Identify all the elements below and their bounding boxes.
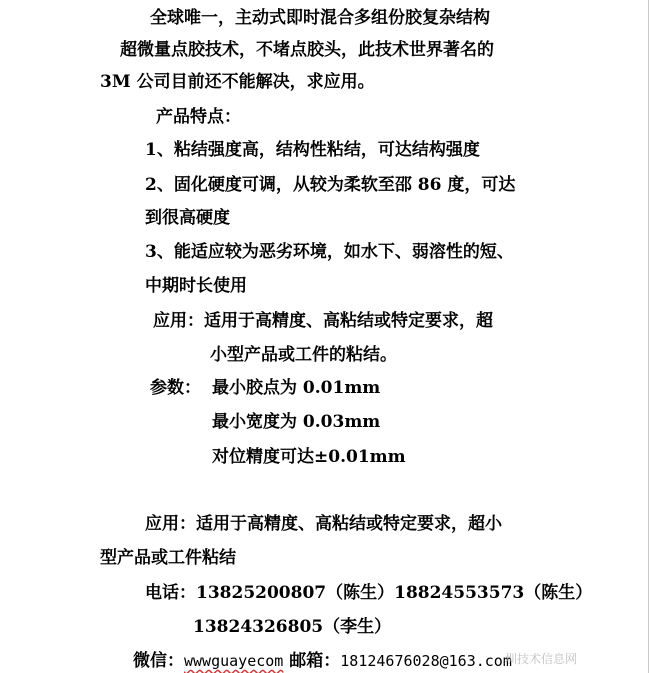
application-2-line-2: 型产品或工件粘结 xyxy=(100,548,236,568)
feature-item-2-line-2: 到很高硬度 xyxy=(145,208,230,228)
contact-row xyxy=(133,651,512,671)
features-heading: 产品特点： xyxy=(156,107,241,127)
phone-row-1 xyxy=(145,583,592,603)
param-min-width: 最小宽度为 0.03mm xyxy=(212,412,381,432)
phone-number-2: 13824326805（李生） xyxy=(193,617,392,637)
email-address: 18124676028@163.com xyxy=(340,652,512,670)
param-alignment-precision: 对位精度可达±0.01mm xyxy=(212,447,406,467)
feature-item-3-line-2: 中期时长使用 xyxy=(145,276,247,296)
application-1-line-1: 应用：适用于高精度、高粘结或特定要求，超 xyxy=(153,311,493,331)
intro-line-3: 3M 公司目前还不能解决，求应用。 xyxy=(100,72,375,92)
wechat-label: 微信： xyxy=(133,651,184,671)
watermark-text: 圳技术信息网 xyxy=(505,652,578,666)
param-min-dot: 最小胶点为 0.01mm xyxy=(212,378,381,398)
phone-numbers-1: 13825200807（陈生）18824553573（陈生） xyxy=(196,583,593,603)
feature-item-3-line-1: 3、能适应较为恶劣环境，如水下、弱溶性的短、 xyxy=(145,242,514,262)
application-2-line-1: 应用：适用于高精度、高粘结或特定要求，超小 xyxy=(145,514,502,534)
feature-item-2-line-1: 2、固化硬度可调，从较为柔软至邵 86 度，可达 xyxy=(145,175,516,195)
wechat-id: wwwguayecom xyxy=(184,652,284,670)
application-1-line-2: 小型产品或工件的粘结。 xyxy=(210,345,397,365)
intro-line-2: 超微量点胶技术，不堵点胶头，此技术世界著名的 xyxy=(120,40,494,60)
phone-label: 电话： xyxy=(145,583,196,603)
email-label: 邮箱： xyxy=(283,651,341,671)
feature-item-1: 1、粘结强度高，结构性粘结，可达结构强度 xyxy=(145,140,480,160)
intro-line-1: 全球唯一，主动式即时混合多组份胶复杂结构 xyxy=(150,8,490,28)
params-label: 参数： xyxy=(150,378,201,398)
